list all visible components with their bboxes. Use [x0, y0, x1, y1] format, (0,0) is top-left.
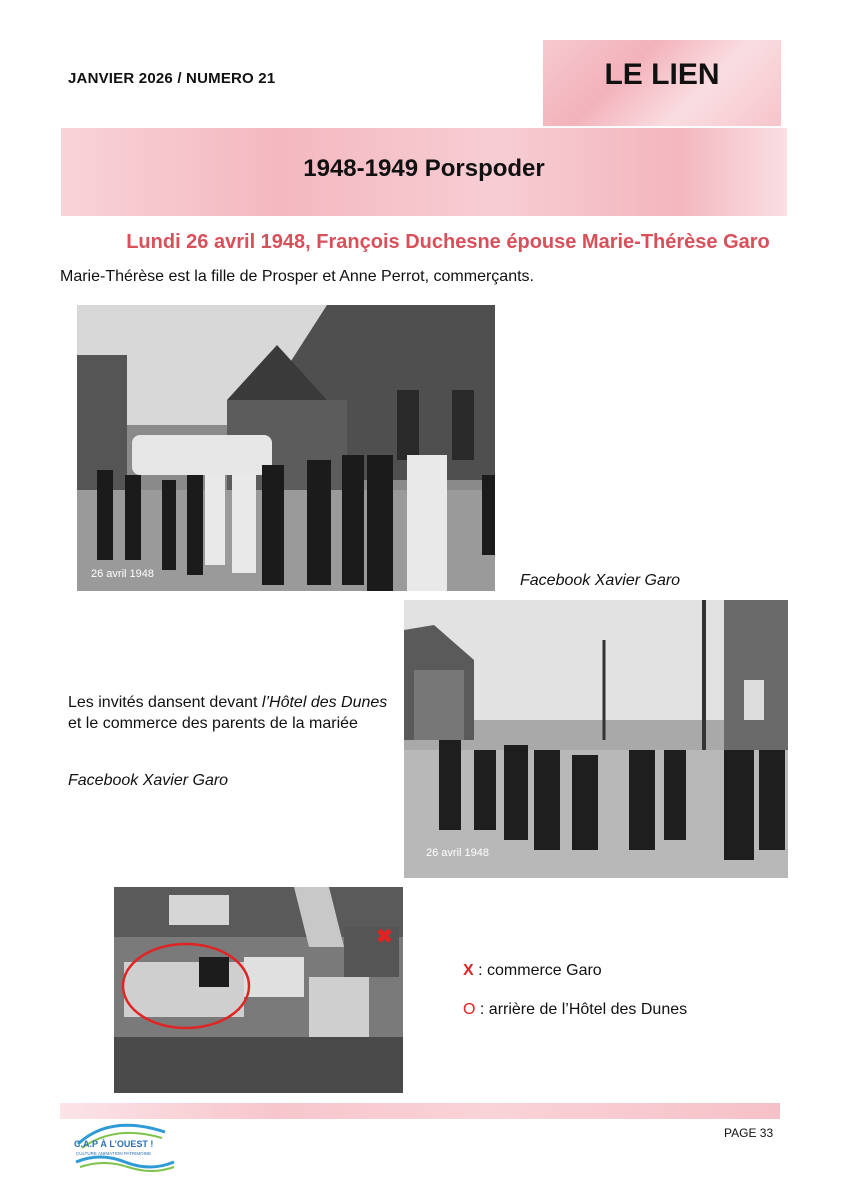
aerial-view-photo [114, 887, 403, 1093]
photo-caption: Les invités dansent devant l’Hôtel des Dunes et le commerce des parents de la mariée [68, 694, 388, 732]
photo-stamp: 26 avril 1948 [426, 847, 489, 859]
legend-item-hotel: O : arrière de l’Hôtel des Dunes [463, 1001, 688, 1018]
page-title: 1948-1949 Porspoder [303, 155, 545, 182]
issue-label: JANVIER 2026 / NUMERO 21 [68, 70, 276, 87]
page-number: PAGE 33 [724, 1126, 774, 1140]
brand-title: LE LIEN [604, 58, 720, 91]
cap-a-louest-logo [70, 1114, 180, 1172]
legend-item-shop: X : commerce Garo [463, 962, 602, 979]
photo-credit: Facebook Xavier Garo [68, 772, 229, 789]
svg-text:CULTURE ANIMATION PATRIMOINE: CULTURE ANIMATION PATRIMOINE [76, 1151, 152, 1156]
photo-stamp: 26 avril 1948 [91, 568, 154, 580]
svg-text:C.A.P À L’OUEST !: C.A.P À L’OUEST ! [74, 1139, 154, 1149]
wedding-procession-photo [77, 305, 495, 591]
article-headline: Lundi 26 avril 1948, François Duchesne épouse Marie-Thérèse Garo [126, 231, 770, 253]
shop-x-marker: ✖ [376, 926, 393, 948]
intro-paragraph: Marie-Thérèse est la fille de Prosper et Anne Perrot, commerçants. [60, 268, 534, 285]
dancing-guests-photo [404, 600, 788, 878]
photo-credit: Facebook Xavier Garo [520, 572, 681, 589]
